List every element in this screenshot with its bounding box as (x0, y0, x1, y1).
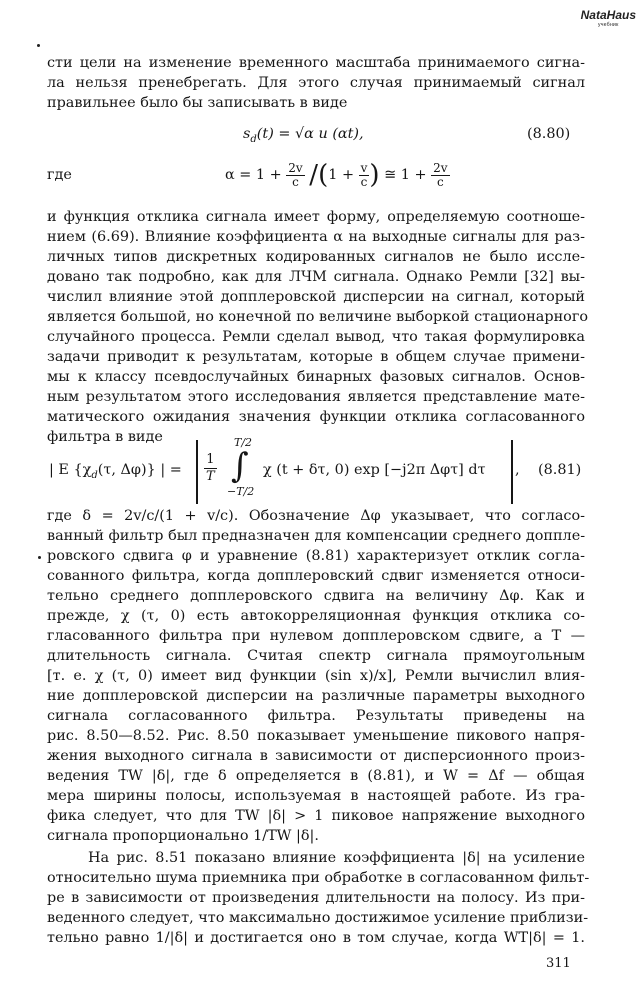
watermark-logo (581, 8, 636, 28)
text-line: ровского сдвига φ и уравнение (8.81) характеризует отклик согла- (47, 548, 585, 564)
eq-approx: ≅ 1 + (384, 167, 427, 183)
text-line: сти цели на изменение временного масштаба принимаемого сигна- (47, 55, 585, 71)
text-line: фильтра в виде (47, 429, 163, 445)
equation-number: (8.80) (527, 126, 571, 142)
text-line: случайного процесса. Ремли сделал вывод, что такая формулировка (47, 329, 585, 345)
text-line: тельно равно 1/|δ| и достигается оно в том случае, когда WT|δ| = 1. (47, 930, 585, 946)
text-line: На рис. 8.51 показано влияние коэффициента |δ| на усиление (88, 850, 585, 866)
text-line: числил влияние этой допплеровской дисперсии на сигнал, который (47, 289, 585, 305)
text-line: мера ширины полосы, используемая в настоящей работе. Из гра- (47, 788, 585, 804)
eq-lhs-rest: (τ, Δφ)} | = (97, 462, 182, 478)
eq-alpha: α = 1 + (225, 167, 282, 183)
fraction (204, 452, 217, 485)
speck (37, 44, 40, 47)
equation-alpha (225, 155, 450, 195)
text-line: сованного фильтра, когда допплеровский сдвиг изменяется относи- (47, 568, 585, 584)
fraction-den: c (292, 174, 299, 189)
comma: , (515, 462, 520, 478)
paren-close: ) (369, 160, 380, 190)
text-line: правильнее было бы записывать в виде (47, 95, 348, 111)
equation-8-80 (243, 125, 364, 149)
text-line: является большой, но конечной по величине выборкой стационарного (47, 309, 589, 325)
text-line: мы к классу псевдослучайных бинарных фазовых сигналов. Основ- (47, 369, 585, 385)
text-line: нием (6.69). Влияние коэффициента α на выходные сигналы для раз- (47, 229, 585, 245)
text-line: сигнала пропорционально 1/TW |δ|. (47, 828, 319, 844)
watermark-text: NataHaus (580, 8, 636, 22)
fraction-den: c (436, 174, 444, 189)
text-line: тельно среднего допплеровского сдвига на величину Δφ. Как и (47, 588, 585, 604)
text-line: длительность сигнала. Считая спектр сигнала прямоугольным (47, 648, 585, 664)
text-line: жения выходного сигнала в зависимости от дисперсионного произ- (47, 748, 585, 764)
text-line: довано так подробно, как для ЛЧМ сигнала. Однако Ремли [32] вы- (47, 269, 585, 285)
fraction-num: 2v (288, 160, 303, 175)
text-line: ванный фильтр был предназначен для компенсации среднего доппле- (47, 528, 586, 544)
eq-lhs: s (243, 126, 251, 142)
text-line: гласованного фильтра при нулевом допплеровском сдвиге, а T — (47, 628, 585, 644)
text-line: ным результатом этого исследования является представление мате- (47, 389, 585, 405)
abs-bar-right (511, 440, 513, 504)
eq-rhs: (t) = √α u (αt), (256, 126, 364, 142)
text-line: матического ожидания значения функции отклика согласованного (47, 409, 585, 425)
abs-bar-left (196, 440, 198, 504)
integral-sign: ∫ (231, 446, 249, 486)
fraction (286, 162, 304, 189)
text-line: фика следует, что для TW |δ| > 1 пиковое напряжение выходного (47, 808, 585, 824)
integral-lower-limit: −T/2 (227, 485, 255, 498)
text-line: сигнала согласованного фильтра. Результаты приведены на (47, 708, 585, 724)
where-label: где (47, 167, 72, 183)
fraction-num: v (360, 160, 368, 175)
eq-subscript: d (91, 469, 98, 481)
eq-lhs: | E {χ (49, 462, 92, 478)
fraction-den: c (360, 174, 368, 189)
equation-number: (8.81) (538, 462, 582, 478)
text-line: относительно шума приемника при обработке в согласованном фильт- (47, 870, 590, 886)
fraction-num: 1 (204, 452, 217, 469)
text-line: личных типов дискретных кодированных сигналов не было иссле- (47, 249, 585, 265)
eq-one-plus: 1 + (328, 167, 355, 183)
equation-8-81-frac (204, 452, 217, 485)
integrand: χ (t + δτ, 0) exp [−j2π Δφτ] dτ (263, 462, 486, 478)
text-line: ре в зависимости от произведения длительности на полосу. Из при- (47, 890, 585, 906)
text-line: [т. е. χ (τ, 0) имеет вид функции (sin x)/x], Ремли вычислил влия- (47, 668, 585, 684)
fraction-num: 2v (433, 160, 448, 175)
text-line: ла нельзя пренебрегать. Для этого случая принимаемый сигнал (47, 75, 585, 91)
integral-upper-limit: T/2 (234, 436, 253, 449)
text-line: ведения TW |δ|, где δ определяется в (8.81), и W = Δf — общая (47, 768, 585, 784)
text-line: веденного следует, что максимально достижимое усиление приблизи- (47, 910, 589, 926)
fraction (431, 162, 449, 189)
text-line: задачи приводит к результатам, которые в общем случае примени- (47, 349, 585, 365)
watermark-tagline: учебник (598, 22, 619, 28)
eq-subscript: d (250, 133, 257, 145)
equation-8-81-lhs (49, 461, 182, 485)
slash: / (309, 160, 319, 190)
fraction (359, 162, 370, 189)
text-line: где δ = 2v/c/(1 + v/c). Обозначение Δφ указывает, что согласо- (47, 508, 585, 524)
fraction-den: T (206, 469, 215, 484)
speck (38, 556, 41, 559)
paren-open: ( (318, 160, 329, 190)
text-line: прежде, χ (τ, 0) есть автокорреляционная функция отклика со- (47, 608, 585, 624)
text-line: рис. 8.50—8.52. Рис. 8.50 показывает уменьшение пикового напря- (47, 728, 585, 744)
page-number: 311 (546, 956, 571, 971)
text-line: ние допплеровской дисперсии на различные параметры выходного (47, 688, 585, 704)
text-line: и функция отклика сигнала имеет форму, определяемую соотноше- (47, 209, 585, 225)
